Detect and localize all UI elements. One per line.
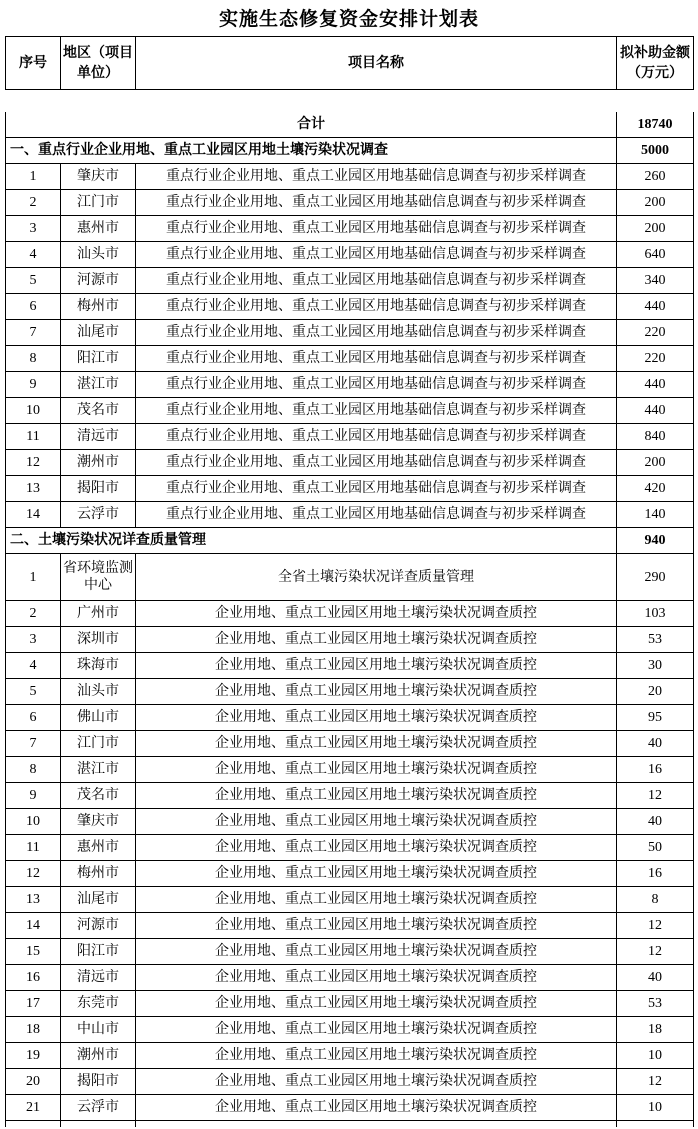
column-header-region: 地区（项目单位） — [61, 37, 136, 90]
row-number: 1 — [6, 554, 61, 601]
total-row — [6, 112, 694, 138]
row-number: 18 — [6, 1017, 61, 1043]
row-amount: 50 — [617, 835, 694, 861]
row-project: 重点行业企业用地、重点工业园区用地基础信息调查与初步采样调查 — [136, 164, 617, 190]
table-row — [6, 164, 694, 190]
row-number: 6 — [6, 294, 61, 320]
row-region: 惠州市 — [61, 835, 136, 861]
row-region: 揭阳市 — [61, 1069, 136, 1095]
row-project: 企业用地、重点工业园区用地土壤污染状况调查质控 — [136, 1069, 617, 1095]
table-row — [6, 554, 694, 601]
row-region: 潮州市 — [61, 450, 136, 476]
row-region: 阳江市 — [61, 939, 136, 965]
row-number: 17 — [6, 991, 61, 1017]
row-project: 重点行业企业用地、重点工业园区用地基础信息调查与初步采样调查 — [136, 294, 617, 320]
table-body — [5, 112, 694, 1127]
row-amount: 12 — [617, 1069, 694, 1095]
column-header-no: 序号 — [6, 37, 61, 90]
row-region: 清远市 — [61, 965, 136, 991]
row-region: 汕尾市 — [61, 887, 136, 913]
row-region: 汕尾市 — [61, 320, 136, 346]
table-row — [6, 939, 694, 965]
partial-cell — [617, 1121, 694, 1128]
row-amount: 16 — [617, 861, 694, 887]
row-amount: 140 — [617, 502, 694, 528]
table-row — [6, 757, 694, 783]
row-region: 湛江市 — [61, 757, 136, 783]
row-amount: 40 — [617, 965, 694, 991]
row-region: 肇庆市 — [61, 809, 136, 835]
table-row — [6, 627, 694, 653]
row-region: 汕头市 — [61, 242, 136, 268]
row-project: 企业用地、重点工业园区用地土壤污染状况调查质控 — [136, 757, 617, 783]
row-number: 8 — [6, 346, 61, 372]
table-row — [6, 190, 694, 216]
row-number: 16 — [6, 965, 61, 991]
row-amount: 10 — [617, 1095, 694, 1121]
row-region: 省环境监测中心 — [61, 554, 136, 601]
row-project: 企业用地、重点工业园区用地土壤污染状况调查质控 — [136, 627, 617, 653]
row-project: 企业用地、重点工业园区用地土壤污染状况调查质控 — [136, 809, 617, 835]
row-number: 7 — [6, 320, 61, 346]
row-project: 企业用地、重点工业园区用地土壤污染状况调查质控 — [136, 887, 617, 913]
row-project: 企业用地、重点工业园区用地土壤污染状况调查质控 — [136, 653, 617, 679]
row-number: 20 — [6, 1069, 61, 1095]
table-row — [6, 346, 694, 372]
row-amount: 12 — [617, 939, 694, 965]
partial-cell — [136, 1121, 617, 1128]
row-number: 12 — [6, 861, 61, 887]
table-row — [6, 372, 694, 398]
page-title: 实施生态修复资金安排计划表 — [218, 8, 479, 30]
row-number: 9 — [6, 783, 61, 809]
row-region: 云浮市 — [61, 1095, 136, 1121]
row-region: 潮州市 — [61, 1043, 136, 1069]
row-number: 3 — [6, 627, 61, 653]
column-header-project: 项目名称 — [136, 37, 617, 90]
table-row — [6, 653, 694, 679]
table-row — [6, 294, 694, 320]
row-number: 10 — [6, 398, 61, 424]
row-amount: 53 — [617, 627, 694, 653]
section-amount: 5000 — [617, 138, 694, 164]
table-row — [6, 887, 694, 913]
header-body-gap — [0, 90, 698, 112]
row-region: 阳江市 — [61, 346, 136, 372]
table-row — [6, 1095, 694, 1121]
row-region: 珠海市 — [61, 653, 136, 679]
row-project: 企业用地、重点工业园区用地土壤污染状况调查质控 — [136, 1043, 617, 1069]
row-project: 企业用地、重点工业园区用地土壤污染状况调查质控 — [136, 731, 617, 757]
row-amount: 20 — [617, 679, 694, 705]
row-amount: 440 — [617, 294, 694, 320]
row-amount: 12 — [617, 913, 694, 939]
row-region: 肇庆市 — [61, 164, 136, 190]
row-project: 全省土壤污染状况详查质量管理 — [136, 554, 617, 601]
table-row — [6, 320, 694, 346]
row-number: 4 — [6, 242, 61, 268]
row-amount: 220 — [617, 320, 694, 346]
row-region: 佛山市 — [61, 705, 136, 731]
row-number: 5 — [6, 679, 61, 705]
table-row — [6, 705, 694, 731]
row-amount: 840 — [617, 424, 694, 450]
table-row — [6, 268, 694, 294]
row-region: 湛江市 — [61, 372, 136, 398]
row-amount: 640 — [617, 242, 694, 268]
row-region: 东莞市 — [61, 991, 136, 1017]
row-number: 3 — [6, 216, 61, 242]
total-amount: 18740 — [617, 112, 694, 138]
row-region: 江门市 — [61, 190, 136, 216]
table-row — [6, 679, 694, 705]
section-header-row — [6, 528, 694, 554]
total-label: 合计 — [6, 112, 617, 138]
row-project: 企业用地、重点工业园区用地土壤污染状况调查质控 — [136, 835, 617, 861]
row-number: 10 — [6, 809, 61, 835]
table-row — [6, 216, 694, 242]
row-number: 7 — [6, 731, 61, 757]
table-row — [6, 1017, 694, 1043]
row-project: 重点行业企业用地、重点工业园区用地基础信息调查与初步采样调查 — [136, 242, 617, 268]
row-number: 12 — [6, 450, 61, 476]
row-region: 江门市 — [61, 731, 136, 757]
row-project: 企业用地、重点工业园区用地土壤污染状况调查质控 — [136, 861, 617, 887]
table-row — [6, 502, 694, 528]
row-amount: 440 — [617, 398, 694, 424]
row-number: 13 — [6, 476, 61, 502]
row-project: 重点行业企业用地、重点工业园区用地基础信息调查与初步采样调查 — [136, 372, 617, 398]
row-amount: 420 — [617, 476, 694, 502]
row-number: 15 — [6, 939, 61, 965]
row-amount: 40 — [617, 809, 694, 835]
table-row — [6, 783, 694, 809]
table-row — [6, 476, 694, 502]
row-amount: 16 — [617, 757, 694, 783]
row-region: 河源市 — [61, 268, 136, 294]
row-project: 企业用地、重点工业园区用地土壤污染状况调查质控 — [136, 913, 617, 939]
row-project: 重点行业企业用地、重点工业园区用地基础信息调查与初步采样调查 — [136, 346, 617, 372]
row-region: 清远市 — [61, 424, 136, 450]
table-row — [6, 913, 694, 939]
row-project: 企业用地、重点工业园区用地土壤污染状况调查质控 — [136, 939, 617, 965]
row-project: 企业用地、重点工业园区用地土壤污染状况调查质控 — [136, 705, 617, 731]
row-project: 重点行业企业用地、重点工业园区用地基础信息调查与初步采样调查 — [136, 502, 617, 528]
row-project: 企业用地、重点工业园区用地土壤污染状况调查质控 — [136, 601, 617, 627]
row-number: 2 — [6, 601, 61, 627]
row-amount: 340 — [617, 268, 694, 294]
row-number: 21 — [6, 1095, 61, 1121]
row-project: 企业用地、重点工业园区用地土壤污染状况调查质控 — [136, 1095, 617, 1121]
row-amount: 53 — [617, 991, 694, 1017]
row-project: 重点行业企业用地、重点工业园区用地基础信息调查与初步采样调查 — [136, 476, 617, 502]
row-project: 企业用地、重点工业园区用地土壤污染状况调查质控 — [136, 1017, 617, 1043]
row-amount: 200 — [617, 216, 694, 242]
row-project: 重点行业企业用地、重点工业园区用地基础信息调查与初步采样调查 — [136, 320, 617, 346]
row-project: 重点行业企业用地、重点工业园区用地基础信息调查与初步采样调查 — [136, 268, 617, 294]
row-amount: 440 — [617, 372, 694, 398]
row-amount: 18 — [617, 1017, 694, 1043]
table-header — [5, 36, 694, 90]
partial-cell — [61, 1121, 136, 1128]
row-amount: 40 — [617, 731, 694, 757]
row-region: 广州市 — [61, 601, 136, 627]
table-row — [6, 398, 694, 424]
row-amount: 260 — [617, 164, 694, 190]
row-region: 深圳市 — [61, 627, 136, 653]
table-row — [6, 601, 694, 627]
row-number: 6 — [6, 705, 61, 731]
row-region: 茂名市 — [61, 398, 136, 424]
row-number: 1 — [6, 164, 61, 190]
row-region: 梅州市 — [61, 294, 136, 320]
row-region: 惠州市 — [61, 216, 136, 242]
partial-cell — [6, 1121, 61, 1128]
row-project: 重点行业企业用地、重点工业园区用地基础信息调查与初步采样调查 — [136, 216, 617, 242]
row-number: 13 — [6, 887, 61, 913]
row-project: 企业用地、重点工业园区用地土壤污染状况调查质控 — [136, 991, 617, 1017]
table-row — [6, 450, 694, 476]
row-amount: 8 — [617, 887, 694, 913]
row-amount: 200 — [617, 190, 694, 216]
table-row — [6, 424, 694, 450]
row-project: 企业用地、重点工业园区用地土壤污染状况调查质控 — [136, 965, 617, 991]
row-amount: 103 — [617, 601, 694, 627]
section-header-row — [6, 138, 694, 164]
row-number: 5 — [6, 268, 61, 294]
row-region: 揭阳市 — [61, 476, 136, 502]
table-row — [6, 809, 694, 835]
row-number: 11 — [6, 424, 61, 450]
row-number: 9 — [6, 372, 61, 398]
table-row — [6, 242, 694, 268]
table-row — [6, 1069, 694, 1095]
row-amount: 220 — [617, 346, 694, 372]
row-amount: 200 — [617, 450, 694, 476]
row-region: 汕头市 — [61, 679, 136, 705]
row-project: 重点行业企业用地、重点工业园区用地基础信息调查与初步采样调查 — [136, 398, 617, 424]
row-region: 梅州市 — [61, 861, 136, 887]
row-region: 茂名市 — [61, 783, 136, 809]
table-row — [6, 835, 694, 861]
row-project: 重点行业企业用地、重点工业园区用地基础信息调查与初步采样调查 — [136, 424, 617, 450]
section-amount: 940 — [617, 528, 694, 554]
row-project: 企业用地、重点工业园区用地土壤污染状况调查质控 — [136, 679, 617, 705]
row-number: 14 — [6, 913, 61, 939]
row-number: 2 — [6, 190, 61, 216]
row-region: 河源市 — [61, 913, 136, 939]
row-amount: 10 — [617, 1043, 694, 1069]
table-row — [6, 1043, 694, 1069]
row-amount: 30 — [617, 653, 694, 679]
table-row — [6, 731, 694, 757]
row-number: 19 — [6, 1043, 61, 1069]
section-header-label: 一、重点行业企业用地、重点工业园区用地土壤污染状况调查 — [6, 138, 617, 164]
row-region: 中山市 — [61, 1017, 136, 1043]
row-region: 云浮市 — [61, 502, 136, 528]
table-row — [6, 861, 694, 887]
row-amount: 95 — [617, 705, 694, 731]
row-number: 8 — [6, 757, 61, 783]
row-amount: 12 — [617, 783, 694, 809]
table-row — [6, 991, 694, 1017]
row-number: 14 — [6, 502, 61, 528]
column-header-amount: 拟补助金额（万元） — [617, 37, 694, 90]
row-project: 企业用地、重点工业园区用地土壤污染状况调查质控 — [136, 783, 617, 809]
row-number: 4 — [6, 653, 61, 679]
row-project: 重点行业企业用地、重点工业园区用地基础信息调查与初步采样调查 — [136, 190, 617, 216]
row-amount: 290 — [617, 554, 694, 601]
row-number: 11 — [6, 835, 61, 861]
table-row — [6, 965, 694, 991]
row-project: 重点行业企业用地、重点工业园区用地基础信息调查与初步采样调查 — [136, 450, 617, 476]
partial-next-row — [6, 1121, 694, 1128]
section-header-label: 二、土壤污染状况详查质量管理 — [6, 528, 617, 554]
